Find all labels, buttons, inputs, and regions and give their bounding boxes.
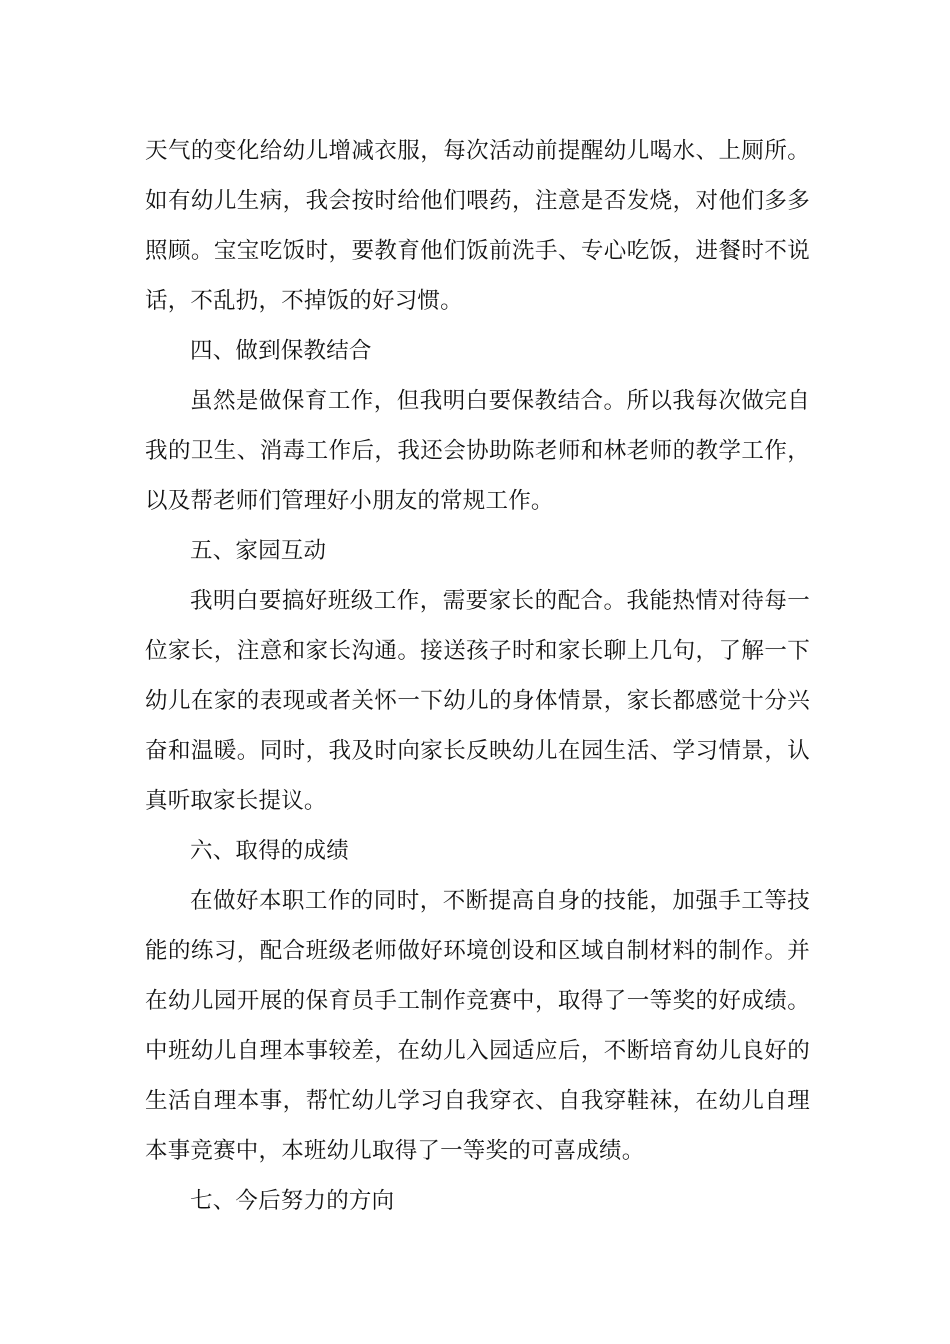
section-heading: 四、做到保教结合 (190, 338, 372, 364)
body-text-line: 在幼儿园开展的保育员手工制作竞赛中，取得了一等奖的好成绩。 (145, 988, 810, 1014)
body-text-line: 真听取家长提议。 (145, 788, 327, 814)
body-text-line: 位家长，注意和家长沟通。接送孩子时和家长聊上几句，了解一下 (145, 638, 810, 664)
body-text-line: 如有幼儿生病，我会按时给他们喂药，注意是否发烧，对他们多多 (145, 188, 810, 214)
body-text-line: 幼儿在家的表现或者关怀一下幼儿的身体情景，家长都感觉十分兴 (145, 688, 810, 714)
body-text-line: 我明白要搞好班级工作，需要家长的配合。我能热情对待每一 (190, 588, 810, 614)
section-heading: 六、取得的成绩 (190, 838, 349, 864)
section-heading: 七、今后努力的方向 (190, 1188, 395, 1214)
body-text-line: 天气的变化给幼儿增减衣服，每次活动前提醒幼儿喝水、上厕所。 (145, 138, 810, 164)
body-text-line: 生活自理本事，帮忙幼儿学习自我穿衣、自我穿鞋袜，在幼儿自理 (145, 1088, 810, 1114)
body-text-line: 中班幼儿自理本事较差，在幼儿入园适应后，不断培育幼儿良好的 (145, 1038, 810, 1064)
body-text-line: 在做好本职工作的同时，不断提高自身的技能，加强手工等技 (190, 888, 810, 914)
body-text-line: 照顾。宝宝吃饭时，要教育他们饭前洗手、专心吃饭，进餐时不说 (145, 238, 810, 264)
body-text-line: 能的练习，配合班级老师做好环境创设和区域自制材料的制作。并 (145, 938, 810, 964)
section-heading: 五、家园互动 (190, 538, 327, 564)
body-text-line: 以及帮老师们管理好小朋友的常规工作。 (145, 488, 554, 514)
body-text-line: 话，不乱扔，不掉饭的好习惯。 (145, 288, 463, 314)
body-text-line: 虽然是做保育工作，但我明白要保教结合。所以我每次做完自 (190, 388, 810, 414)
body-text-line: 奋和温暖。同时，我及时向家长反映幼儿在园生活、学习情景，认 (145, 738, 810, 764)
body-text-line: 本事竞赛中，本班幼儿取得了一等奖的可喜成绩。 (145, 1138, 645, 1164)
body-text-line: 我的卫生、消毒工作后，我还会协助陈老师和林老师的教学工作， (145, 438, 810, 464)
